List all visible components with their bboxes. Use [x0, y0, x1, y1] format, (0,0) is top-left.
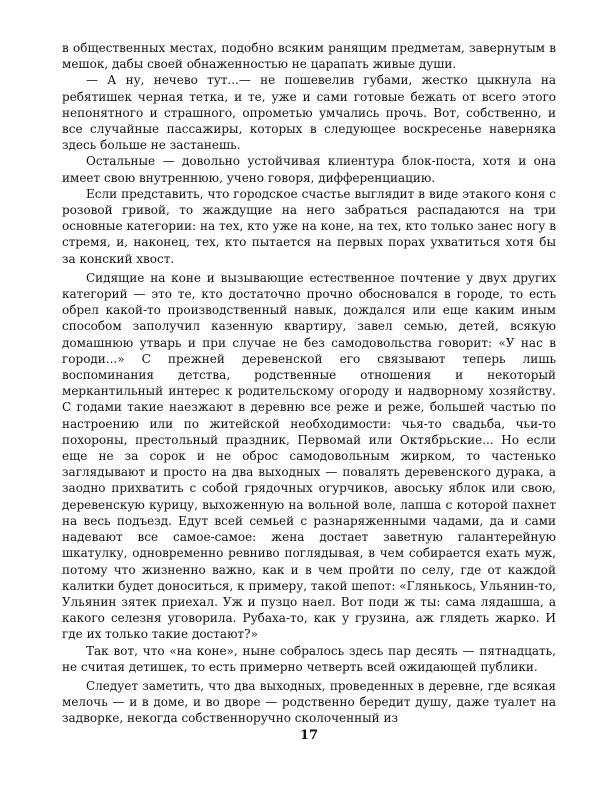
paragraph-horse-metaphor: Если представить, что городское счастье выглядит в виде этакого коня с розовой гривой, то жаждущие на него забраться распадаются на три основные категории: на тех, кто уже на коне, на тех, кто только занес ногу в стремя, и, наконец, тех, кто пытается на первых порах ухватиться хотя бы за конский хвост.	[62, 186, 556, 266]
paragraph-count: Так вот, что «на коне», ныне собралось здесь пар десять — пятнадцать, не считая детишек, то есть примерно четверть всей ожидающей публики.	[62, 643, 556, 674]
paragraph-weekend: Следует заметить, что два выходных, проведенных в деревне, где всякая мелочь — и в доме, и во дворе — родственно бередит душу, даже туалет на задворке, некогда собственноручно сколоченный из	[62, 678, 556, 726]
paragraph-continuation: в общественных местах, подобно всяким ранящим предметам, завернутым в мешок, дабы своей обнаженностью не царапать живые души.	[62, 41, 556, 72]
paragraph-on-horse: Сидящие на коне и вызывающие естественное почтение у двух других категорий — это те, кто достаточно прочно обосновался в городе, то есть обрел какой-то производственный навык, дождался или еще каким иным способом заполучил казенную квартиру, завел семью, детей, всякую домашнюю утварь и при случае не без самодовольства говорит: «У нас в городи...» С прежней деревенской его связывают теперь лишь воспоминания детства, родственные отношения и некоторый меркантильный интерес к родительскому огороду и надворному хозяйству. С годами такие наезжают в деревню все реже и реже, большей частью по настроению или по житейской необходимости: чья-то свадьба, чьи-то похороны, престольный праздник, Первомай или Октябрьские... Но если еще не за сорок и не оброс самодовольным жирком, то частенько заглядывают и просто на два выходных — повалять деревенского дурака, а заодно прихватить с собой грядочных огурчиков, авоськy яблок или свою, деревенскую курицу, выхоженную на вольной воле, лапша с которой пахнет на весь подъезд. Едут всей семьей с разнаряженными чадами, да и сами надевают все самое-самое: жена достает заветную галантерейную шкатулку, одновременно ревниво поглядывая, в чем собирается ехать муж, потому что жизненно важно, как и в чем пройти по селу, где от каждой калитки будет доноситься, к примеру, такой шепот: «Глянькось, Ульянин-то, Ульянин зятек приехал. Уж и пузцо наел. Вот поди ж ты: сама лядашша, а какого селезня уговорила. Рубаха-то, как у грузина, аж глядеть жарко. И где их только такие достают?»	[62, 270, 556, 642]
paragraph-dialogue: — А ну, нечево тут...— не пошевелив губами, жестко цыкнула на ребятишек черная тетка, и те, уже и сами готовые бежать от всего этого непонятного и страшного, опрометью умчались прочь. Вот, собственно, и все случайные пассажиры, которых в следующее воскресенье наверняка здесь больше не застанешь.	[62, 73, 556, 153]
book-page	[62, 40, 556, 780]
paragraph-clientele: Остальные — довольно устойчивая клиентура блок-поста, хотя и она имеет свою внутреннюю, учено говоря, дифференциацию.	[62, 154, 556, 185]
page-number: 17	[299, 728, 319, 743]
